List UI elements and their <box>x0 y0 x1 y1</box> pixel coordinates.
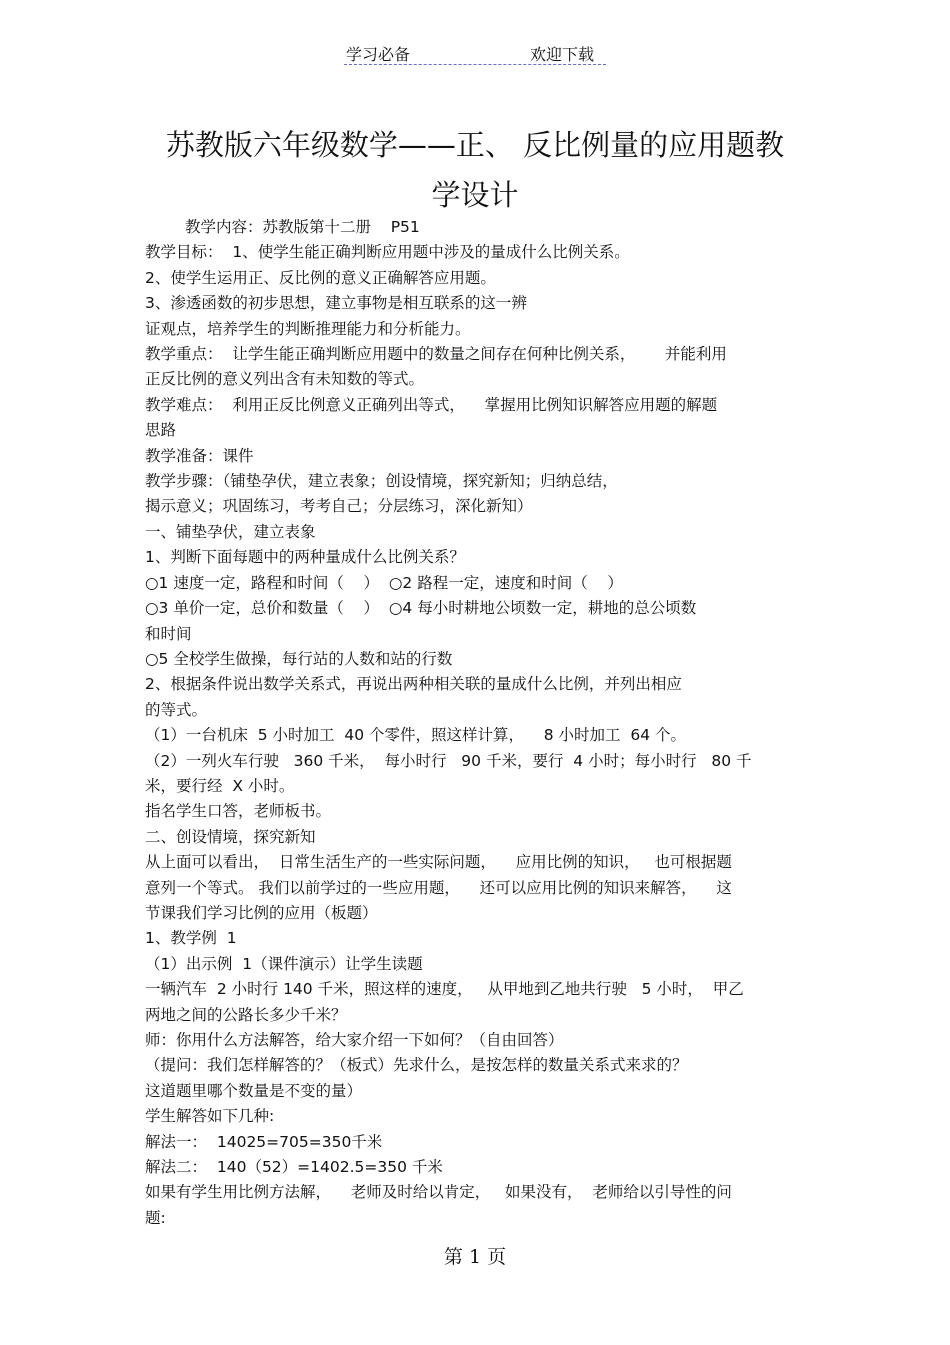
body-line: 教学目标： 1、使学生能正确判断应用题中涉及的量成什么比例关系。 <box>145 243 630 262</box>
body-line: 和时间 <box>145 624 192 643</box>
body-line: 学生解答如下几种: <box>145 1107 275 1126</box>
body-line: ○5 全校学生做操，每行站的人数和站的行数 <box>145 649 453 668</box>
body-line: 指名学生口答，老师板书。 <box>145 802 332 821</box>
body-line: 教学步骤：（铺垫孕伏，建立表象；创设情境，探究新知；归纳总结， <box>145 472 618 491</box>
body-line: 1、判断下面每题中的两种量成什么比例关系？ <box>145 548 465 567</box>
page-number: 第 1 页 <box>443 1246 507 1268</box>
body-line: 米，要行经 X 小时。 <box>145 776 295 795</box>
body-line: 意列一个等式。 我们以前学过的一些应用题， 还可以应用比例的知识来解答， 这 <box>145 878 732 897</box>
body-line: 3、渗透函数的初步思想，建立事物是相互联系的这一辨 <box>145 294 527 313</box>
body-line: 教学重点： 让学生能正确判断应用题中的数量之间存在何种比例关系， 并能利用 <box>145 345 727 364</box>
body-line: 题: <box>145 1208 166 1227</box>
body-line: ○3 单价一定，总价和数量（ ） ○4 每小时耕地公顷数一定，耕地的总公顷数 <box>145 599 697 618</box>
body-line: 2、使学生运用正、反比例的意义正确解答应用题。 <box>145 268 496 287</box>
body-line: 解法一： 14025=705=350千米 <box>145 1132 383 1151</box>
header-left-text: 学习必备 <box>346 45 411 64</box>
body-line: 师：你用什么方法解答，给大家介绍一下如何？（自由回答） <box>145 1031 564 1049</box>
body-line: （提问：我们怎样解答的？（板式）先求什么，是按怎样的数量关系式来求的？ <box>145 1056 688 1075</box>
body-line: 思路 <box>145 421 177 440</box>
body-line: 证观点，培养学生的判断推理能力和分析能力。 <box>145 319 471 338</box>
body-line: （1）出示例 1（课件演示）让学生读题 <box>145 954 423 973</box>
body-line: 从上面可以看出， 日常生活生产的一些实际问题， 应用比例的知识， 也可根据题 <box>145 853 732 872</box>
body-line: 正反比例的意义列出含有未知数的等式。 <box>145 370 425 389</box>
body-line: 揭示意义；巩固练习，考考自己；分层练习，深化新知） <box>145 497 533 516</box>
body-line: 教学准备：课件 <box>145 446 254 465</box>
body-line: 解法二： 140（52）=1402.5=350 千米 <box>145 1158 443 1177</box>
body-line: 1、教学例 1 <box>145 929 237 948</box>
body-line: ○1 速度一定，路程和时间（ ） ○2 路程一定，速度和时间（ ） <box>145 573 623 592</box>
body-line: 两地之间的公路长多少千米？ <box>145 1005 347 1024</box>
body-line: 一辆汽车 2 小时行 140 千米，照这样的速度， 从甲地到乙地共行驶 5 小时， 甲乙 <box>145 980 744 999</box>
body-line: 的等式。 <box>145 700 208 719</box>
document-title <box>140 120 810 220</box>
page-header <box>344 40 606 65</box>
document-body <box>145 215 810 1231</box>
body-line: 一、铺垫孕伏，建立表象 <box>145 522 316 541</box>
header-right-text: 欢迎下载 <box>530 45 595 64</box>
title-line-1: 苏教版六年级数学——正、 反比例量的应用题教 <box>165 128 785 162</box>
body-line: 如果有学生用比例方法解， 老师及时给以肯定， 如果没有， 老师给以引导性的问 <box>145 1183 732 1202</box>
body-line: 2、根据条件说出数学关系式，再说出两种相关联的量成什么比例，并列出相应 <box>145 675 682 694</box>
body-line: 二、创设情境，探究新知 <box>145 827 316 846</box>
body-line: 这道题里哪个数量是不变的量） <box>145 1081 363 1100</box>
body-line: 节课我们学习比例的应用（板题） <box>145 903 378 922</box>
body-line: 教学内容：苏教版第十二册 P51 <box>185 218 420 236</box>
body-line: （1）一台机床 5 小时加工 40 个零件，照这样计算， 8 小时加工 64 个。 <box>145 726 687 745</box>
body-line: （2）一列火车行驶 360 千米， 每小时行 90 千米，要行 4 小时；每小时行 80 千 <box>145 751 752 770</box>
title-line-2: 学设计 <box>431 178 519 212</box>
body-line: 教学难点： 利用正反比例意义正确列出等式， 掌握用比例知识解答应用题的解题 <box>145 395 718 414</box>
